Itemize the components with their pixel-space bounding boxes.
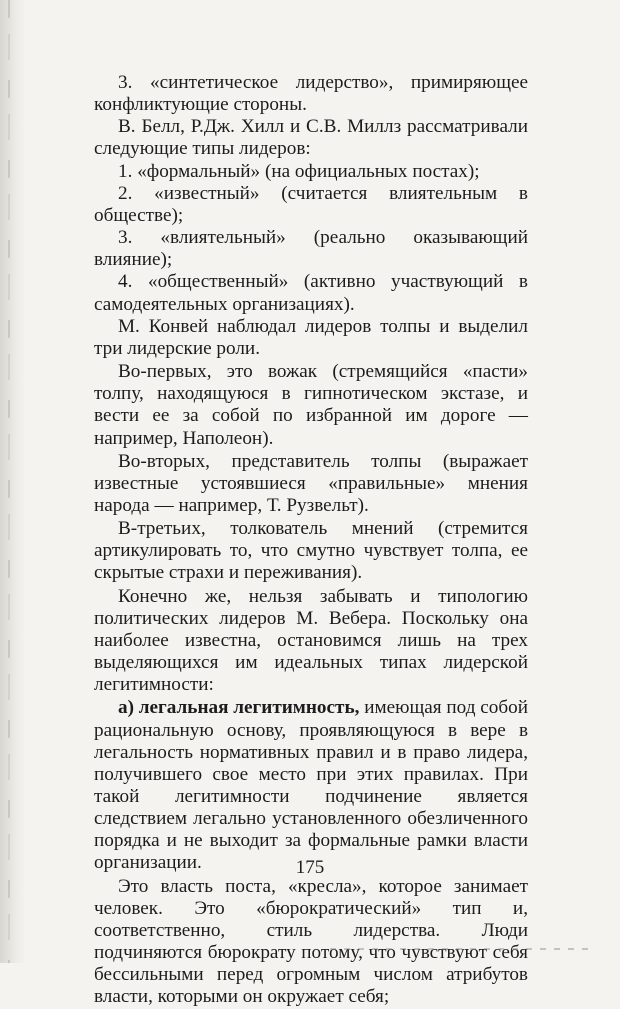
paragraph-synthetic-leadership: 3. «синтетическое лидерство», примиряющее конфликтующие стороны. [94, 72, 528, 116]
paragraph-leader-first: Во-первых, это вожак (стремящийся «пасти» толпу, находящуюся в гипнотическом экстазе, и вести ее за собой по избранной им дороге — например, Наполеон). [94, 361, 528, 449]
paragraph-leader-third: В-третьих, толкователь мнений (стремится артикулировать то, что смутно чувствует толпа, ее скрытые страхи и переживания). [94, 518, 528, 584]
paragraph-legal-legitimacy [94, 697, 528, 874]
scan-binding-edge [0, 0, 26, 963]
list-item-influential: 3. «влиятельный» (реально оказывающий влияние); [94, 227, 528, 271]
page-number: 175 [295, 857, 325, 878]
list-item-public: 4. «общественный» (активно участвующий в самодеятельных организациях). [94, 271, 528, 315]
scan-noise [330, 948, 590, 950]
paragraph-bell-hill-mills: В. Белл, Р.Дж. Хилл и С.В. Миллз рассматривали следующие типы лидеров: [94, 116, 528, 160]
list-item-formal: 1. «формальный» (на официальных постах); [118, 160, 480, 182]
legal-legitimacy-heading: а) легальная легитимность, [118, 697, 360, 719]
paragraph-leader-second: Во-вторых, представитель толпы (выражает известные устоявшиеся «правильные» мнения народа — например, Т. Рузвельт). [94, 450, 528, 516]
legal-legitimacy-text: имеющая под собой рациональную основу, проявляющуюся в вере в легальность нормативных правил и в право лидера, получившего свое место при этих правилах. При такой легитимности подчинение является следствием легально установленного обезличенного порядка и не выходит за формальные рамки власти организации. [94, 697, 528, 874]
paragraph-weber: Конечно же, нельзя забывать и типологию политических лидеров М. Вебера. Поскольку она наиболее известна, остановимся лишь на трех выделяющихся им идеальных типах лидерской легитимности: [94, 585, 528, 696]
paragraph-conway: М. Конвей наблюдал лидеров толпы и выделил три лидерские роли. [94, 315, 528, 359]
list-item-known: 2. «известный» (считается влиятельным в обществе); [94, 182, 528, 226]
paragraph-post-power: Это власть поста, «кресла», которое занимает человек. Это «бюрократический» тип и, соответственно, стиль лидерства. Люди подчиняются бюрократу потому, что чувствуют себя бессильными перед огромным числом атрибутов власти, которыми он окружает себя; [94, 875, 528, 1008]
